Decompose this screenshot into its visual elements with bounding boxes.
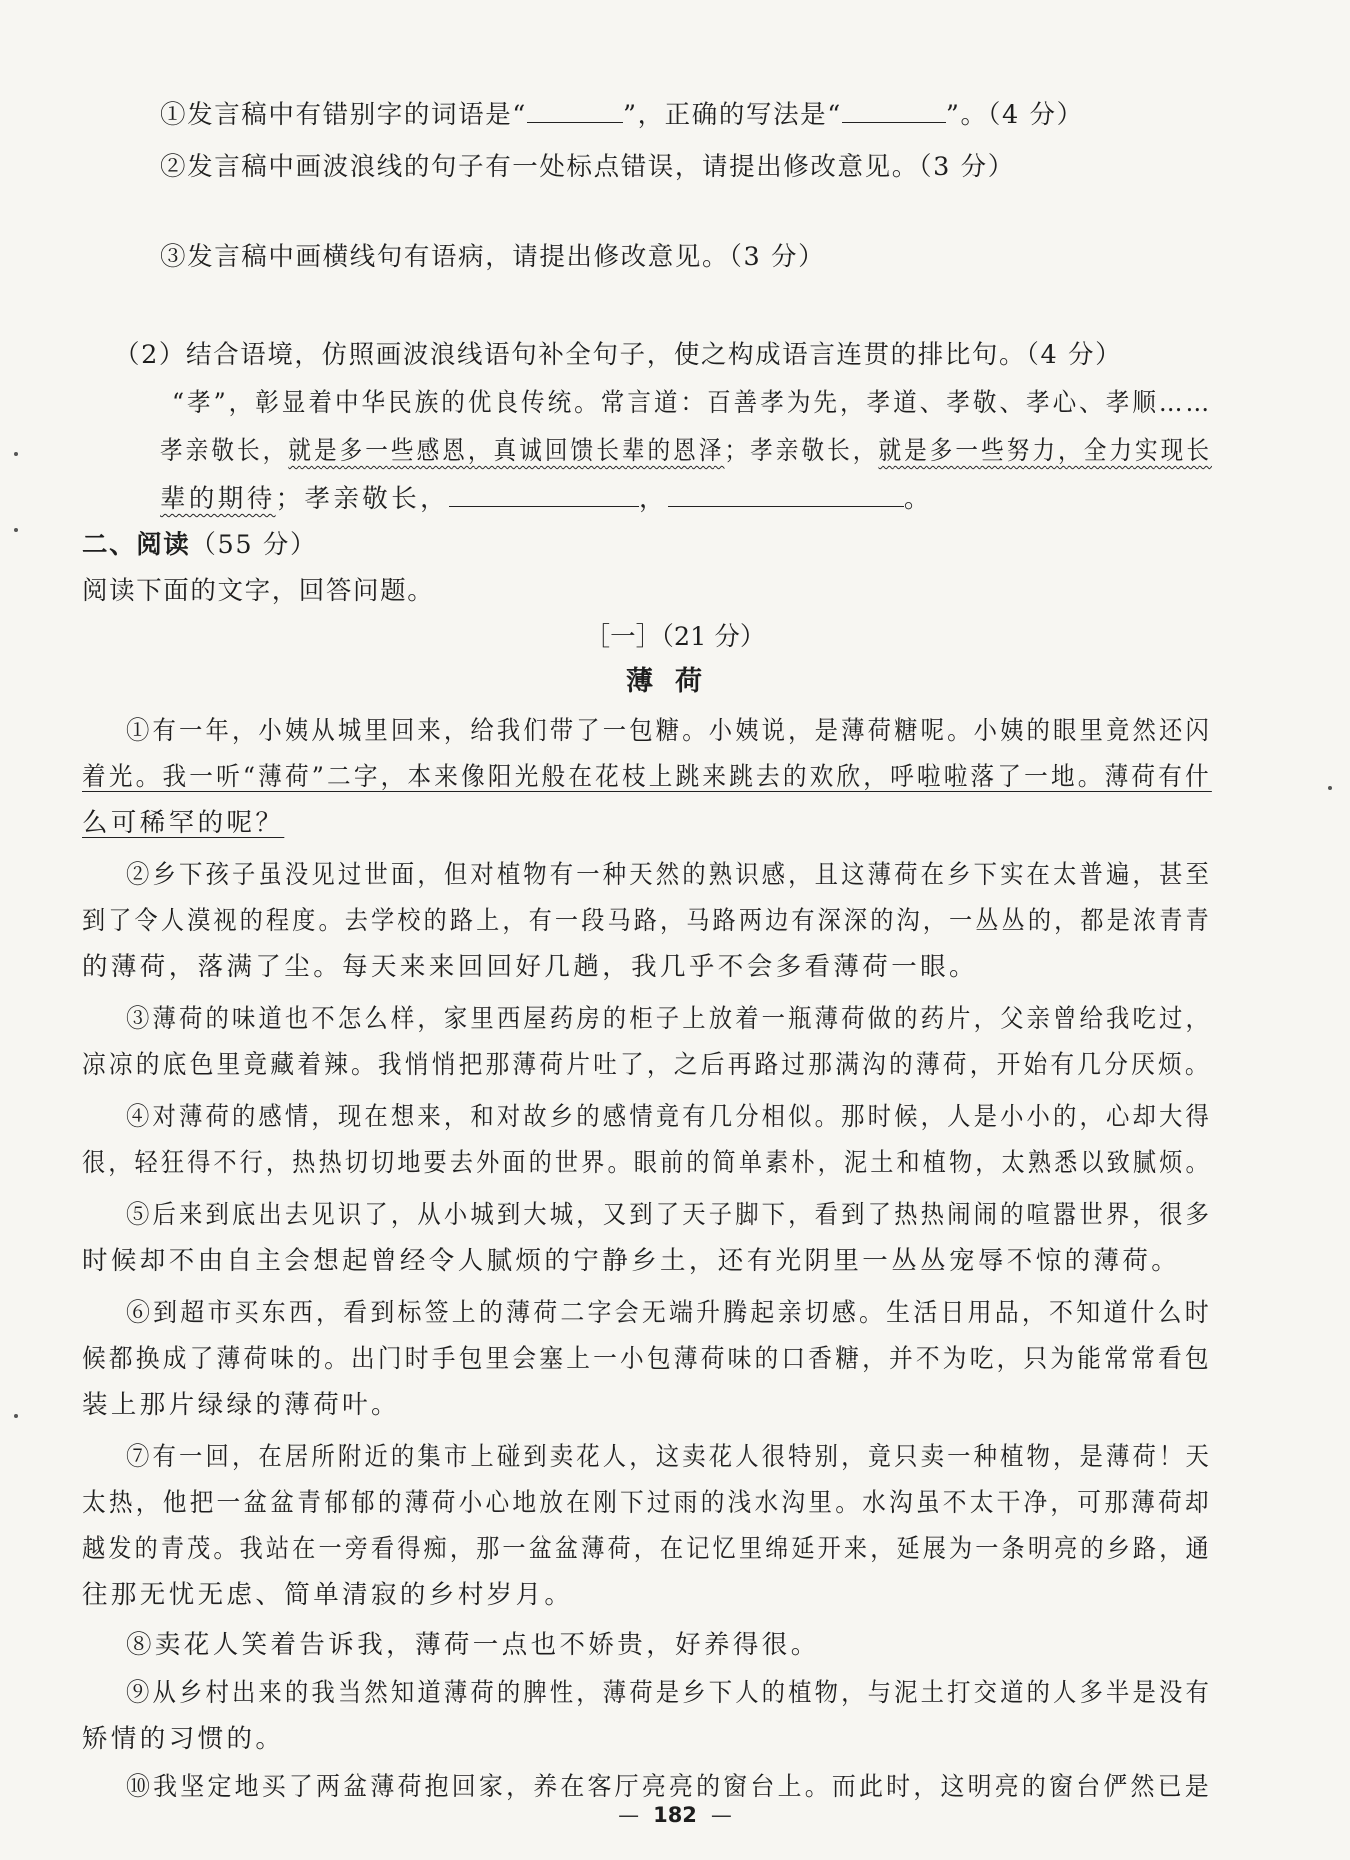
passage-title: 薄荷 [626, 666, 724, 697]
paragraph-7-line-2: 太热，他把一盆盆青郁郁的薄荷小心地放在刚下过雨的浅水沟里。水沟虽不太干净，可那薄荷却 [82, 1488, 1212, 1518]
paragraph-8-line-1: ⑧卖花人笑着告诉我，薄荷一点也不娇贵，好养得很。 [126, 1630, 820, 1660]
paragraph-6-line-1: ⑥到超市买东西，看到标签上的薄荷二字会无端升腾起亲切感。生活日用品，不知道什么时 [126, 1298, 1212, 1328]
q1-1-text-b: ”，正确的写法是“ [622, 100, 842, 130]
page-number: 182 [653, 1803, 697, 1827]
paragraph-4-line-1: ④对薄荷的感情，现在想来，和对故乡的感情竟有几分相似。那时候，人是小小的，心却大得 [126, 1102, 1212, 1132]
paragraph-9-line-1: ⑨从乡村出来的我当然知道薄荷的脾性，薄荷是乡下人的植物，与泥土打交道的人多半是没有 [126, 1678, 1212, 1708]
q2-passage-line-1: “孝”，彰显着中华民族的优良传统。常言道：百善孝为先，孝道、孝敬、孝心、孝顺…… [172, 388, 1213, 418]
paragraph-10-line-1: ⑩我坚定地买了两盆薄荷抱回家，养在客厅亮亮的窗台上。而此时，这明亮的窗台俨然已是 [126, 1772, 1212, 1802]
scan-speck [14, 528, 18, 532]
underlined-sentence: 着光。我一听“薄荷”二字，本来像阳光般在花枝上跳来跳去的欢欣，呼啦啦落了一地。薄荷有什 [82, 762, 1212, 792]
q2-text: ；孝亲敬长， [724, 436, 879, 466]
section-score: （55 分） [190, 530, 318, 560]
paragraph-5-line-1: ⑤后来到底出去见识了，从小城到大城，又到了天子脚下，看到了热热闹闹的喧嚣世界，很多 [126, 1200, 1212, 1230]
q2-passage-line-3 [160, 480, 933, 518]
question-2: （2）结合语境，仿照画波浪线语句补全句子，使之构成语言连贯的排比句。（4 分） [114, 340, 1123, 370]
paragraph-2-line-3: 的薄荷，落满了尘。每天来来回回好几趟，我几乎不会多看薄荷一眼。 [82, 952, 978, 982]
footer-dash-right: — [710, 1803, 732, 1827]
paragraph-7-line-4: 往那无忧无虑、简单清寂的乡村岁月。 [82, 1580, 574, 1610]
answer-blank-2[interactable] [668, 480, 904, 507]
question-1-1 [160, 96, 1084, 134]
question-1-2: ②发言稿中画波浪线的句子有一处标点错误，请提出修改意见。（3 分） [160, 152, 1015, 182]
paragraph-4-line-2: 很，轻狂得不行，热热切切地要去外面的世界。眼前的简单素朴，泥土和植物，太熟悉以致腻烦。 [82, 1148, 1212, 1178]
paragraph-2-line-1: ②乡下孩子虽没见过世面，但对植物有一种天然的熟识感，且这薄荷在乡下实在太普遍，甚至 [126, 860, 1212, 890]
q2-text: ， [639, 484, 668, 514]
paragraph-3-line-2: 凉凉的底色里竟藏着辣。我悄悄把那薄荷片吐了，之后再路过那满沟的薄荷，开始有几分厌烦。 [82, 1050, 1212, 1080]
section-heading [82, 526, 317, 564]
q2-passage-line-2 [160, 432, 1212, 470]
q2-text: 孝亲敬长， [160, 436, 289, 466]
question-1-3: ③发言稿中画横线句有语病，请提出修改意见。（3 分） [160, 242, 826, 272]
paragraph-9-line-2: 矫情的习惯的。 [82, 1724, 285, 1754]
page-footer [0, 1800, 1350, 1830]
paragraph-6-line-2: 候都换成了薄荷味的。出门时手包里会塞上一小包薄荷味的口香糖，并不为吃，只为能常常看包 [82, 1344, 1212, 1374]
scan-speck [1328, 786, 1332, 790]
paragraph-7-line-3: 越发的青茂。我站在一旁看得痴，那一盆盆薄荷，在记忆里绵延开来，延展为一条明亮的乡路，通 [82, 1534, 1212, 1564]
scan-speck [14, 452, 18, 456]
reading-instruction: 阅读下面的文字，回答问题。 [82, 576, 435, 606]
answer-blank-wrong-word[interactable] [527, 96, 623, 123]
paragraph-1-line-2 [82, 758, 1212, 796]
q2-text: ；孝亲敬长， [275, 484, 450, 514]
paragraph-7-line-1: ⑦有一回，在居所附近的集市上碰到卖花人，这卖花人很特别，竟只卖一种植物，是薄荷！天 [126, 1442, 1212, 1472]
q1-1-text-a: ①发言稿中有错别字的词语是“ [160, 100, 527, 130]
paragraph-2-line-2: 到了令人漠视的程度。去学校的路上，有一段马路，马路两边有深深的沟，一丛丛的，都是浓青青 [82, 906, 1212, 936]
paragraph-6-line-3: 装上那片绿绿的薄荷叶。 [82, 1390, 400, 1420]
answer-blank-1[interactable] [449, 480, 639, 507]
footer-dash-left: — [618, 1803, 640, 1827]
paragraph-5-line-2: 时候却不由自主会想起曾经令人腻烦的宁静乡土，还有光阴里一丛丛宠辱不惊的薄荷。 [82, 1246, 1181, 1276]
section-title: 二、阅读 [82, 530, 191, 560]
paragraph-1-line-1: ①有一年，小姨从城里回来，给我们带了一包糖。小姨说，是薄荷糖呢。小姨的眼里竟然还闪 [126, 716, 1212, 746]
paragraph-3-line-1: ③薄荷的味道也不怎么样，家里西屋药房的柜子上放着一瓶薄荷做的药片，父亲曾给我吃过， [126, 1004, 1212, 1034]
q1-1-text-c: ”。（4 分） [945, 100, 1084, 130]
sub-heading: ［一］（21 分） [584, 622, 766, 652]
q2-text: 。 [903, 484, 933, 514]
wavy-underlined-sentence: 就是多一些努力，全力实现长 [878, 436, 1212, 466]
underlined-sentence: 么可稀罕的呢？ [82, 808, 285, 838]
wavy-underlined-sentence: 辈的期待 [160, 484, 276, 514]
paragraph-1-line-3 [82, 804, 284, 842]
answer-blank-correct-word[interactable] [842, 96, 946, 123]
scan-speck [14, 1414, 18, 1418]
wavy-underlined-sentence: 就是多一些感恩，真诚回馈长辈的恩泽 [288, 436, 725, 466]
